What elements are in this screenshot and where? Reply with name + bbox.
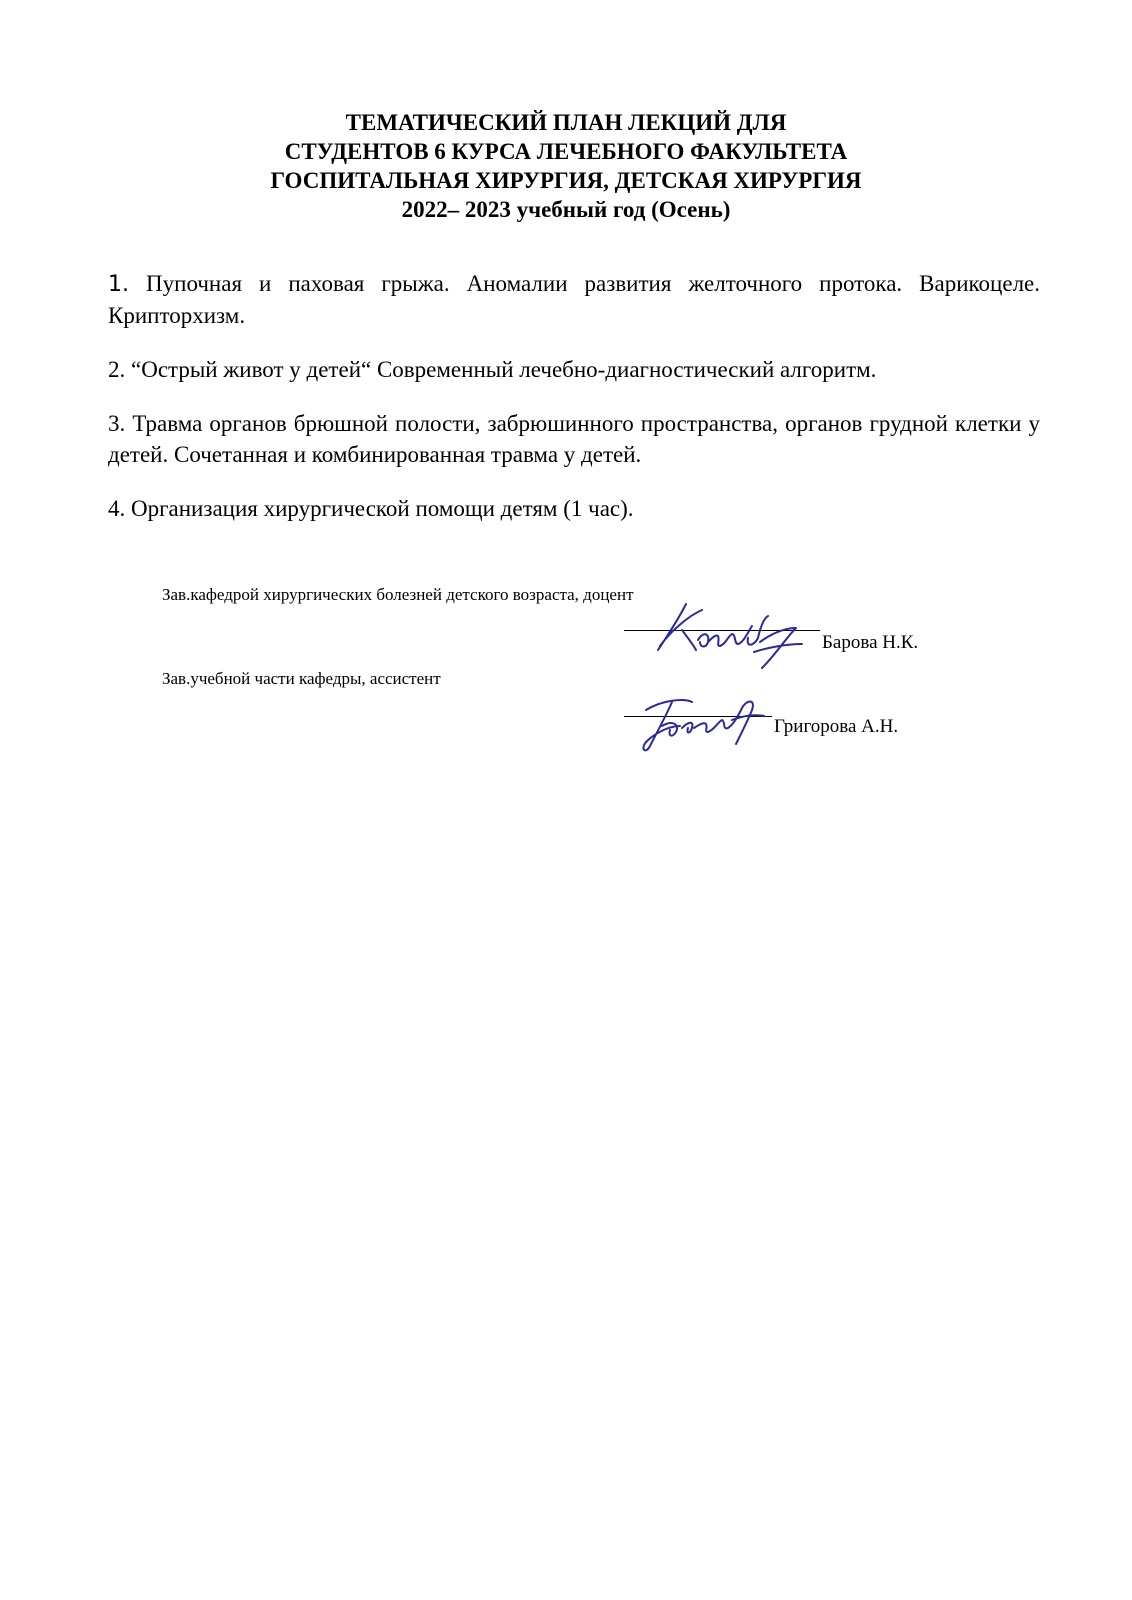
- topic-list: [108, 268, 1040, 547]
- topic-number: 2.: [108, 357, 126, 382]
- title-line-4: 2022– 2023 учебный год (Осень): [401, 197, 731, 222]
- topic-text: Организация хирургической помощи детям (1 час).: [131, 496, 634, 521]
- handwritten-signature-2: [632, 686, 782, 760]
- topic-text: “Острый живот у детей“ Современный лечебно-диагностический алгоритм.: [131, 357, 877, 382]
- topic-number: 4.: [108, 496, 126, 521]
- title-line-3: ГОСПИТАЛЬНАЯ ХИРУРГИЯ, ДЕТСКАЯ ХИРУРГИЯ: [270, 168, 862, 193]
- topic-item: [108, 408, 1040, 470]
- topic-number: 3.: [108, 411, 126, 436]
- signatory-name-1: Барова Н.К.: [822, 632, 919, 653]
- topic-item: [108, 268, 1040, 331]
- signatory-role-2: Зав.учебной части кафедры, ассистент: [162, 669, 441, 688]
- signatory-name-2: Григорова А.Н.: [774, 716, 899, 737]
- document-title: [0, 108, 1132, 224]
- topic-number: 1.: [108, 272, 129, 297]
- title-line-1: ТЕМАТИЧЕСКИЙ ПЛАН ЛЕКЦИЙ ДЛЯ: [345, 110, 787, 135]
- topic-item: [108, 354, 1040, 385]
- topic-text: Травма органов брюшной полости, забрюшинного пространства, органов грудной клетки у детей. Сочетанная и комбинированная травма у детей.: [108, 411, 1041, 467]
- signatory-role-1: Зав.кафедрой хирургических болезней детского возраста, доцент: [162, 585, 634, 604]
- topic-text: Пупочная и паховая грыжа. Аномалии развития желточного протока. Варикоцеле. Крипторхизм.: [108, 271, 1041, 328]
- topic-item: [108, 493, 1040, 524]
- handwritten-signature-1: [636, 598, 832, 672]
- title-line-2: СТУДЕНТОВ 6 КУРСА ЛЕЧЕБНОГО ФАКУЛЬТЕТА: [284, 139, 848, 164]
